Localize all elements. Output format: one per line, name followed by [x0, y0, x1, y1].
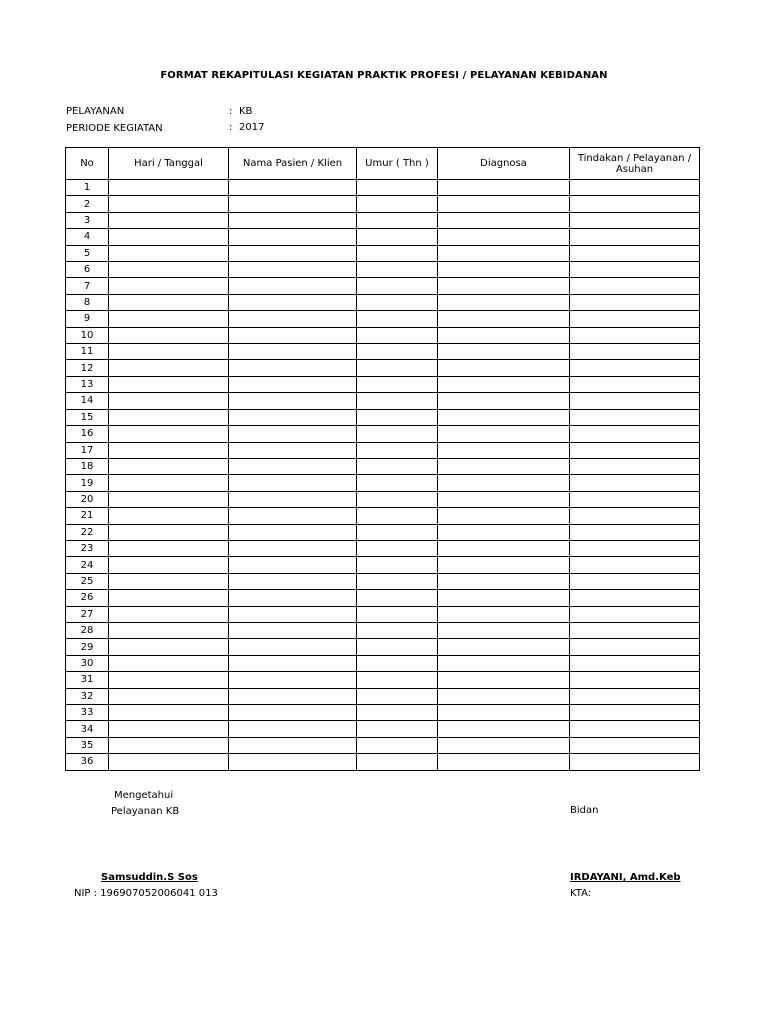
action-cell[interactable]	[570, 754, 700, 770]
diagnosis-cell[interactable]	[438, 508, 570, 524]
action-cell[interactable]	[570, 639, 700, 655]
row-number: 26	[66, 590, 109, 606]
action-cell[interactable]	[570, 590, 700, 606]
row-number: 17	[66, 442, 109, 458]
age-cell[interactable]	[357, 311, 438, 327]
diagnosis-cell[interactable]	[438, 278, 570, 294]
row-number: 13	[66, 376, 109, 392]
age-cell[interactable]	[357, 458, 438, 474]
header-age: Umur ( Thn )	[357, 148, 438, 180]
row-number: 6	[66, 262, 109, 278]
date-cell[interactable]	[109, 294, 229, 310]
diagnosis-cell[interactable]	[438, 655, 570, 671]
patient-name-cell[interactable]	[229, 491, 357, 507]
action-cell[interactable]	[570, 229, 700, 245]
table-row	[66, 622, 700, 638]
row-number: 21	[66, 508, 109, 524]
row-number: 8	[66, 294, 109, 310]
acknowledge-label: Mengetahui	[114, 790, 174, 801]
date-cell[interactable]	[109, 212, 229, 228]
date-cell[interactable]	[109, 672, 229, 688]
table-row	[66, 327, 700, 343]
date-cell[interactable]	[109, 327, 229, 343]
date-cell[interactable]	[109, 311, 229, 327]
patient-name-cell[interactable]	[229, 327, 357, 343]
action-cell[interactable]	[570, 327, 700, 343]
table-row	[66, 229, 700, 245]
date-cell[interactable]	[109, 590, 229, 606]
patient-name-cell[interactable]	[229, 721, 357, 737]
table-row	[66, 655, 700, 671]
diagnosis-cell[interactable]	[438, 196, 570, 212]
row-number: 24	[66, 557, 109, 573]
table-row	[66, 754, 700, 770]
service-colon: :	[229, 106, 233, 117]
date-cell[interactable]	[109, 458, 229, 474]
row-number: 31	[66, 672, 109, 688]
action-cell[interactable]	[570, 540, 700, 556]
row-number: 10	[66, 327, 109, 343]
date-cell[interactable]	[109, 180, 229, 196]
row-number: 12	[66, 360, 109, 376]
table-row	[66, 245, 700, 261]
table-row	[66, 688, 700, 704]
age-cell[interactable]	[357, 475, 438, 491]
patient-name-cell[interactable]	[229, 508, 357, 524]
date-cell[interactable]	[109, 721, 229, 737]
diagnosis-cell[interactable]	[438, 721, 570, 737]
patient-name-cell[interactable]	[229, 655, 357, 671]
diagnosis-cell[interactable]	[438, 622, 570, 638]
diagnosis-cell[interactable]	[438, 606, 570, 622]
diagnosis-cell[interactable]	[438, 754, 570, 770]
right-signer-role: Bidan	[570, 805, 599, 816]
table-row	[66, 737, 700, 753]
diagnosis-cell[interactable]	[438, 212, 570, 228]
table-row	[66, 212, 700, 228]
table-row	[66, 311, 700, 327]
table-row	[66, 262, 700, 278]
action-cell[interactable]	[570, 212, 700, 228]
age-cell[interactable]	[357, 622, 438, 638]
row-number: 2	[66, 196, 109, 212]
age-cell[interactable]	[357, 360, 438, 376]
page-title: FORMAT REKAPITULASI KEGIATAN PRAKTIK PROFESI / PELAYANAN KEBIDANAN	[160, 70, 608, 81]
action-cell[interactable]	[570, 180, 700, 196]
diagnosis-cell[interactable]	[438, 540, 570, 556]
patient-name-cell[interactable]	[229, 622, 357, 638]
patient-name-cell[interactable]	[229, 311, 357, 327]
age-cell[interactable]	[357, 737, 438, 753]
diagnosis-cell[interactable]	[438, 557, 570, 573]
table-row	[66, 409, 700, 425]
diagnosis-cell[interactable]	[438, 180, 570, 196]
age-cell[interactable]	[357, 278, 438, 294]
table-row	[66, 508, 700, 524]
action-cell[interactable]	[570, 426, 700, 442]
service-label: PELAYANAN	[66, 106, 125, 117]
date-cell[interactable]	[109, 426, 229, 442]
row-number: 1	[66, 180, 109, 196]
action-cell[interactable]	[570, 622, 700, 638]
row-number: 3	[66, 212, 109, 228]
age-cell[interactable]	[357, 491, 438, 507]
row-number: 7	[66, 278, 109, 294]
date-cell[interactable]	[109, 557, 229, 573]
age-cell[interactable]	[357, 590, 438, 606]
diagnosis-cell[interactable]	[438, 229, 570, 245]
patient-name-cell[interactable]	[229, 212, 357, 228]
date-cell[interactable]	[109, 606, 229, 622]
patient-name-cell[interactable]	[229, 705, 357, 721]
date-cell[interactable]	[109, 573, 229, 589]
row-number: 15	[66, 409, 109, 425]
patient-name-cell[interactable]	[229, 639, 357, 655]
date-cell[interactable]	[109, 196, 229, 212]
age-cell[interactable]	[357, 229, 438, 245]
action-cell[interactable]	[570, 606, 700, 622]
date-cell[interactable]	[109, 508, 229, 524]
period-value: 2017	[239, 122, 265, 133]
action-cell[interactable]	[570, 311, 700, 327]
diagnosis-cell[interactable]	[438, 672, 570, 688]
table-row	[66, 491, 700, 507]
table-row	[66, 393, 700, 409]
table-row	[66, 196, 700, 212]
age-cell[interactable]	[357, 721, 438, 737]
table-row	[66, 278, 700, 294]
table-row	[66, 344, 700, 360]
service-value: KB	[239, 106, 253, 117]
right-signer-name: IRDAYANI, Amd.Keb	[570, 872, 681, 883]
date-cell[interactable]	[109, 442, 229, 458]
table-row	[66, 475, 700, 491]
age-cell[interactable]	[357, 754, 438, 770]
date-cell[interactable]	[109, 262, 229, 278]
diagnosis-cell[interactable]	[438, 639, 570, 655]
date-cell[interactable]	[109, 540, 229, 556]
row-number: 5	[66, 245, 109, 261]
age-cell[interactable]	[357, 688, 438, 704]
patient-name-cell[interactable]	[229, 376, 357, 392]
age-cell[interactable]	[357, 409, 438, 425]
age-cell[interactable]	[357, 327, 438, 343]
patient-name-cell[interactable]	[229, 344, 357, 360]
date-cell[interactable]	[109, 393, 229, 409]
right-signer-kta: KTA:	[570, 888, 592, 899]
action-cell[interactable]	[570, 442, 700, 458]
patient-name-cell[interactable]	[229, 754, 357, 770]
header-no: No	[66, 148, 109, 180]
age-cell[interactable]	[357, 393, 438, 409]
table-row	[66, 442, 700, 458]
action-cell[interactable]	[570, 278, 700, 294]
table-row	[66, 557, 700, 573]
date-cell[interactable]	[109, 229, 229, 245]
patient-name-cell[interactable]	[229, 393, 357, 409]
diagnosis-cell[interactable]	[438, 294, 570, 310]
age-cell[interactable]	[357, 294, 438, 310]
patient-name-cell[interactable]	[229, 245, 357, 261]
diagnosis-cell[interactable]	[438, 426, 570, 442]
diagnosis-cell[interactable]	[438, 590, 570, 606]
table-body	[66, 180, 700, 771]
age-cell[interactable]	[357, 705, 438, 721]
action-cell[interactable]	[570, 393, 700, 409]
diagnosis-cell[interactable]	[438, 705, 570, 721]
table-row	[66, 639, 700, 655]
row-number: 29	[66, 639, 109, 655]
date-cell[interactable]	[109, 754, 229, 770]
diagnosis-cell[interactable]	[438, 344, 570, 360]
patient-name-cell[interactable]	[229, 409, 357, 425]
patient-name-cell[interactable]	[229, 475, 357, 491]
patient-name-cell[interactable]	[229, 540, 357, 556]
diagnosis-cell[interactable]	[438, 360, 570, 376]
action-cell[interactable]	[570, 475, 700, 491]
age-cell[interactable]	[357, 573, 438, 589]
action-cell[interactable]	[570, 245, 700, 261]
header-action: Tindakan / Pelayanan / Asuhan	[570, 148, 700, 180]
action-cell[interactable]	[570, 524, 700, 540]
patient-name-cell[interactable]	[229, 196, 357, 212]
age-cell[interactable]	[357, 180, 438, 196]
diagnosis-cell[interactable]	[438, 376, 570, 392]
row-number: 18	[66, 458, 109, 474]
action-cell[interactable]	[570, 737, 700, 753]
row-number: 16	[66, 426, 109, 442]
patient-name-cell[interactable]	[229, 524, 357, 540]
action-cell[interactable]	[570, 508, 700, 524]
date-cell[interactable]	[109, 360, 229, 376]
diagnosis-cell[interactable]	[438, 409, 570, 425]
action-cell[interactable]	[570, 458, 700, 474]
date-cell[interactable]	[109, 655, 229, 671]
patient-name-cell[interactable]	[229, 442, 357, 458]
action-cell[interactable]	[570, 344, 700, 360]
date-cell[interactable]	[109, 705, 229, 721]
diagnosis-cell[interactable]	[438, 442, 570, 458]
table-row	[66, 672, 700, 688]
patient-name-cell[interactable]	[229, 672, 357, 688]
table-row	[66, 458, 700, 474]
table-row	[66, 721, 700, 737]
row-number: 22	[66, 524, 109, 540]
table-row	[66, 294, 700, 310]
recap-table	[65, 147, 700, 771]
row-number: 27	[66, 606, 109, 622]
table-row	[66, 590, 700, 606]
diagnosis-cell[interactable]	[438, 393, 570, 409]
row-number: 35	[66, 737, 109, 753]
patient-name-cell[interactable]	[229, 426, 357, 442]
action-cell[interactable]	[570, 573, 700, 589]
row-number: 20	[66, 491, 109, 507]
date-cell[interactable]	[109, 639, 229, 655]
diagnosis-cell[interactable]	[438, 311, 570, 327]
diagnosis-cell[interactable]	[438, 327, 570, 343]
row-number: 23	[66, 540, 109, 556]
date-cell[interactable]	[109, 376, 229, 392]
age-cell[interactable]	[357, 508, 438, 524]
action-cell[interactable]	[570, 360, 700, 376]
patient-name-cell[interactable]	[229, 590, 357, 606]
date-cell[interactable]	[109, 278, 229, 294]
header-date: Hari / Tanggal	[109, 148, 229, 180]
age-cell[interactable]	[357, 524, 438, 540]
patient-name-cell[interactable]	[229, 229, 357, 245]
table-row	[66, 705, 700, 721]
diagnosis-cell[interactable]	[438, 475, 570, 491]
period-colon: :	[229, 122, 233, 133]
age-cell[interactable]	[357, 344, 438, 360]
diagnosis-cell[interactable]	[438, 245, 570, 261]
action-cell[interactable]	[570, 262, 700, 278]
row-number: 34	[66, 721, 109, 737]
age-cell[interactable]	[357, 557, 438, 573]
action-cell[interactable]	[570, 491, 700, 507]
date-cell[interactable]	[109, 688, 229, 704]
patient-name-cell[interactable]	[229, 180, 357, 196]
table-row	[66, 360, 700, 376]
row-number: 36	[66, 754, 109, 770]
table-row	[66, 180, 700, 196]
table-row	[66, 606, 700, 622]
row-number: 9	[66, 311, 109, 327]
patient-name-cell[interactable]	[229, 557, 357, 573]
date-cell[interactable]	[109, 344, 229, 360]
action-cell[interactable]	[570, 672, 700, 688]
table-row	[66, 426, 700, 442]
diagnosis-cell[interactable]	[438, 688, 570, 704]
row-number: 32	[66, 688, 109, 704]
action-cell[interactable]	[570, 294, 700, 310]
action-cell[interactable]	[570, 409, 700, 425]
row-number: 30	[66, 655, 109, 671]
patient-name-cell[interactable]	[229, 458, 357, 474]
patient-name-cell[interactable]	[229, 606, 357, 622]
diagnosis-cell[interactable]	[438, 737, 570, 753]
action-cell[interactable]	[570, 376, 700, 392]
date-cell[interactable]	[109, 491, 229, 507]
row-number: 19	[66, 475, 109, 491]
row-number: 11	[66, 344, 109, 360]
action-cell[interactable]	[570, 705, 700, 721]
period-label: PERIODE KEGIATAN	[66, 123, 163, 134]
date-cell[interactable]	[109, 622, 229, 638]
row-number: 4	[66, 229, 109, 245]
left-signer-role: Pelayanan KB	[111, 806, 180, 817]
patient-name-cell[interactable]	[229, 278, 357, 294]
age-cell[interactable]	[357, 606, 438, 622]
table-row	[66, 573, 700, 589]
left-signer-name: Samsuddin.S Sos	[101, 872, 198, 883]
row-number: 14	[66, 393, 109, 409]
action-cell[interactable]	[570, 196, 700, 212]
action-cell[interactable]	[570, 688, 700, 704]
age-cell[interactable]	[357, 426, 438, 442]
diagnosis-cell[interactable]	[438, 458, 570, 474]
age-cell[interactable]	[357, 540, 438, 556]
age-cell[interactable]	[357, 376, 438, 392]
diagnosis-cell[interactable]	[438, 573, 570, 589]
patient-name-cell[interactable]	[229, 294, 357, 310]
table-row	[66, 524, 700, 540]
left-signer-nip: NIP : 196907052006041 013	[74, 888, 218, 899]
age-cell[interactable]	[357, 639, 438, 655]
age-cell[interactable]	[357, 262, 438, 278]
date-cell[interactable]	[109, 245, 229, 261]
date-cell[interactable]	[109, 524, 229, 540]
age-cell[interactable]	[357, 442, 438, 458]
age-cell[interactable]	[357, 655, 438, 671]
action-cell[interactable]	[570, 557, 700, 573]
date-cell[interactable]	[109, 409, 229, 425]
row-number: 28	[66, 622, 109, 638]
patient-name-cell[interactable]	[229, 688, 357, 704]
age-cell[interactable]	[357, 212, 438, 228]
date-cell[interactable]	[109, 737, 229, 753]
row-number: 33	[66, 705, 109, 721]
action-cell[interactable]	[570, 655, 700, 671]
patient-name-cell[interactable]	[229, 262, 357, 278]
header-patient-name: Nama Pasien / Klien	[229, 148, 357, 180]
patient-name-cell[interactable]	[229, 573, 357, 589]
table-row	[66, 376, 700, 392]
diagnosis-cell[interactable]	[438, 524, 570, 540]
patient-name-cell[interactable]	[229, 737, 357, 753]
action-cell[interactable]	[570, 721, 700, 737]
table-row	[66, 540, 700, 556]
date-cell[interactable]	[109, 475, 229, 491]
table-header-row	[66, 148, 700, 180]
diagnosis-cell[interactable]	[438, 491, 570, 507]
age-cell[interactable]	[357, 196, 438, 212]
age-cell[interactable]	[357, 672, 438, 688]
row-number: 25	[66, 573, 109, 589]
patient-name-cell[interactable]	[229, 360, 357, 376]
age-cell[interactable]	[357, 245, 438, 261]
header-diagnosis: Diagnosa	[438, 148, 570, 180]
diagnosis-cell[interactable]	[438, 262, 570, 278]
